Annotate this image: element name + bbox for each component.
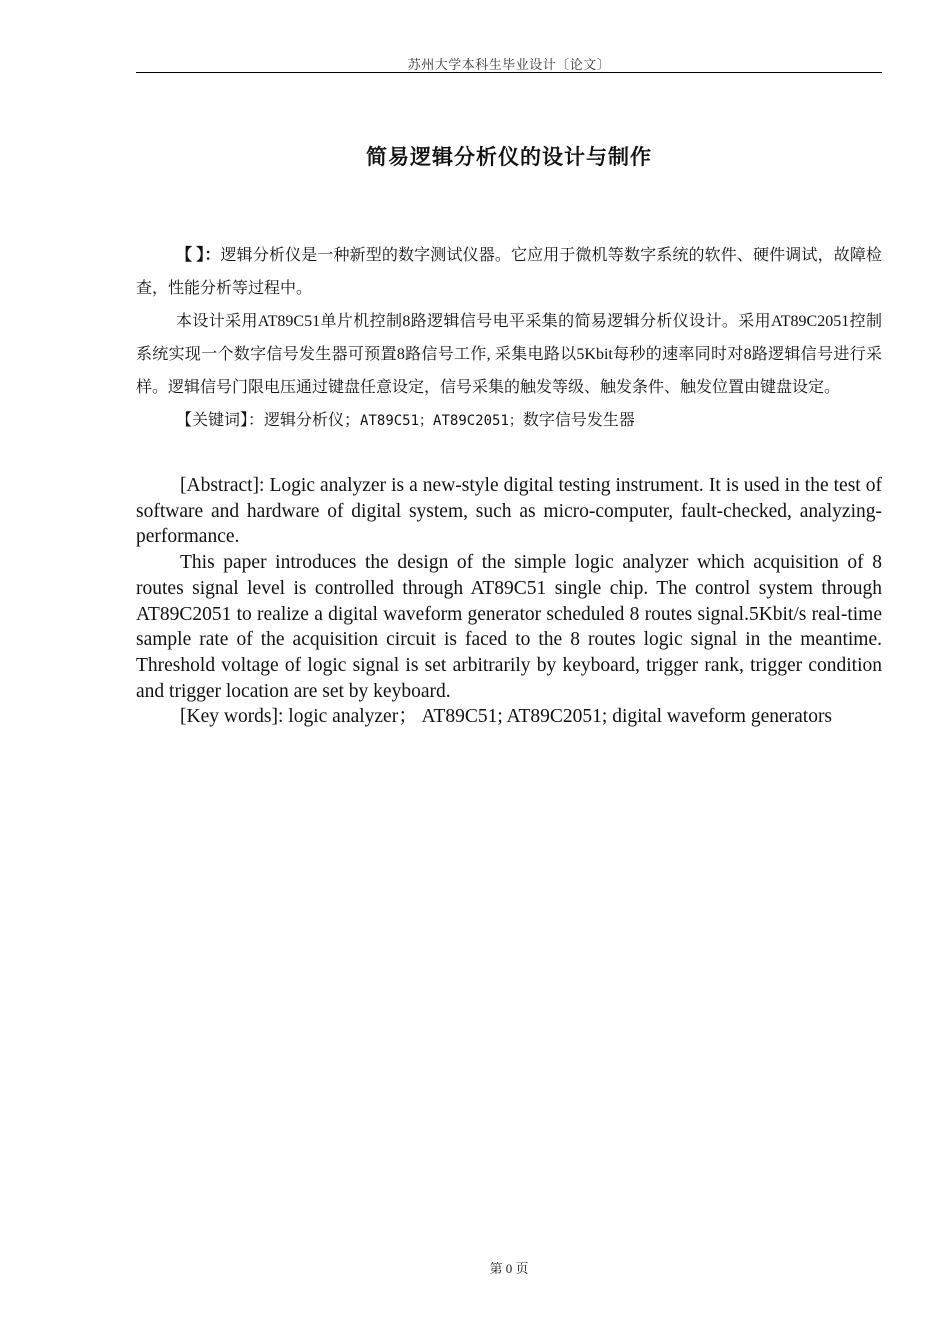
- chinese-abstract-paragraph-1: [136, 239, 882, 305]
- english-keywords: [Key words]: logic analyzer； AT89C51; AT89C2051; digital waveform generators: [180, 706, 833, 728]
- document-title: 简易逻辑分析仪的设计与制作: [366, 145, 652, 169]
- page-number: 第 0 页: [489, 1261, 529, 1276]
- running-header: 苏州大学本科生毕业设计〔论文〕: [407, 57, 611, 72]
- chinese-abstract: [136, 239, 882, 438]
- chinese-keywords: [136, 404, 882, 438]
- header-rule: [136, 72, 882, 73]
- abstract-label: 【 】：: [176, 247, 221, 264]
- abstract-text-1: 逻辑分析仪是一种新型的数字测试仪器。它应用于微机等数字系统的软件、硬件调试，故障检查，性能分析等过程中。: [136, 247, 882, 297]
- keywords-text-c: 数字信号发生器: [522, 412, 635, 429]
- keywords-text-b: AT89C51；AT89C2051；: [360, 413, 523, 429]
- english-abstract: [136, 473, 882, 730]
- english-abstract-paragraph-1: [Abstract]: Logic analyzer is a new-style digital testing instrument. It is used in the test of software and hardware of digital system, such as micro-computer, fault-checked, analyzing-performance.: [136, 475, 882, 548]
- keywords-text-a: 逻辑分析仪；: [264, 412, 361, 429]
- keywords-label: 【关键词】：: [176, 412, 265, 429]
- chinese-abstract-paragraph-2: 本设计采用AT89C51单片机控制8路逻辑信号电平采集的简易逻辑分析仪设计。采用AT89C2051控制系统实现一个数字信号发生器可预置8路信号工作, 采集电路以5Kbit每秒的速率同时对8路逻辑信号进行采样。逻辑信号门限电压通过键盘任意设定，信号采集的触发等级、触发条件、触发位置由键盘设定。: [136, 313, 882, 396]
- english-abstract-paragraph-2: This paper introduces the design of the simple logic analyzer which acquisition of 8 routes signal level is controlled through AT89C51 single chip. The control system through AT89C2051 to realize a digital waveform generator scheduled 8 routes signal.5Kbit/s real-time sample rate of the acquisition circuit is faced to the 8 routes logic signal in the meantime. Threshold voltage of logic signal is set arbitrarily by keyboard, trigger rank, trigger condition and trigger location are set by keyboard.: [136, 552, 882, 702]
